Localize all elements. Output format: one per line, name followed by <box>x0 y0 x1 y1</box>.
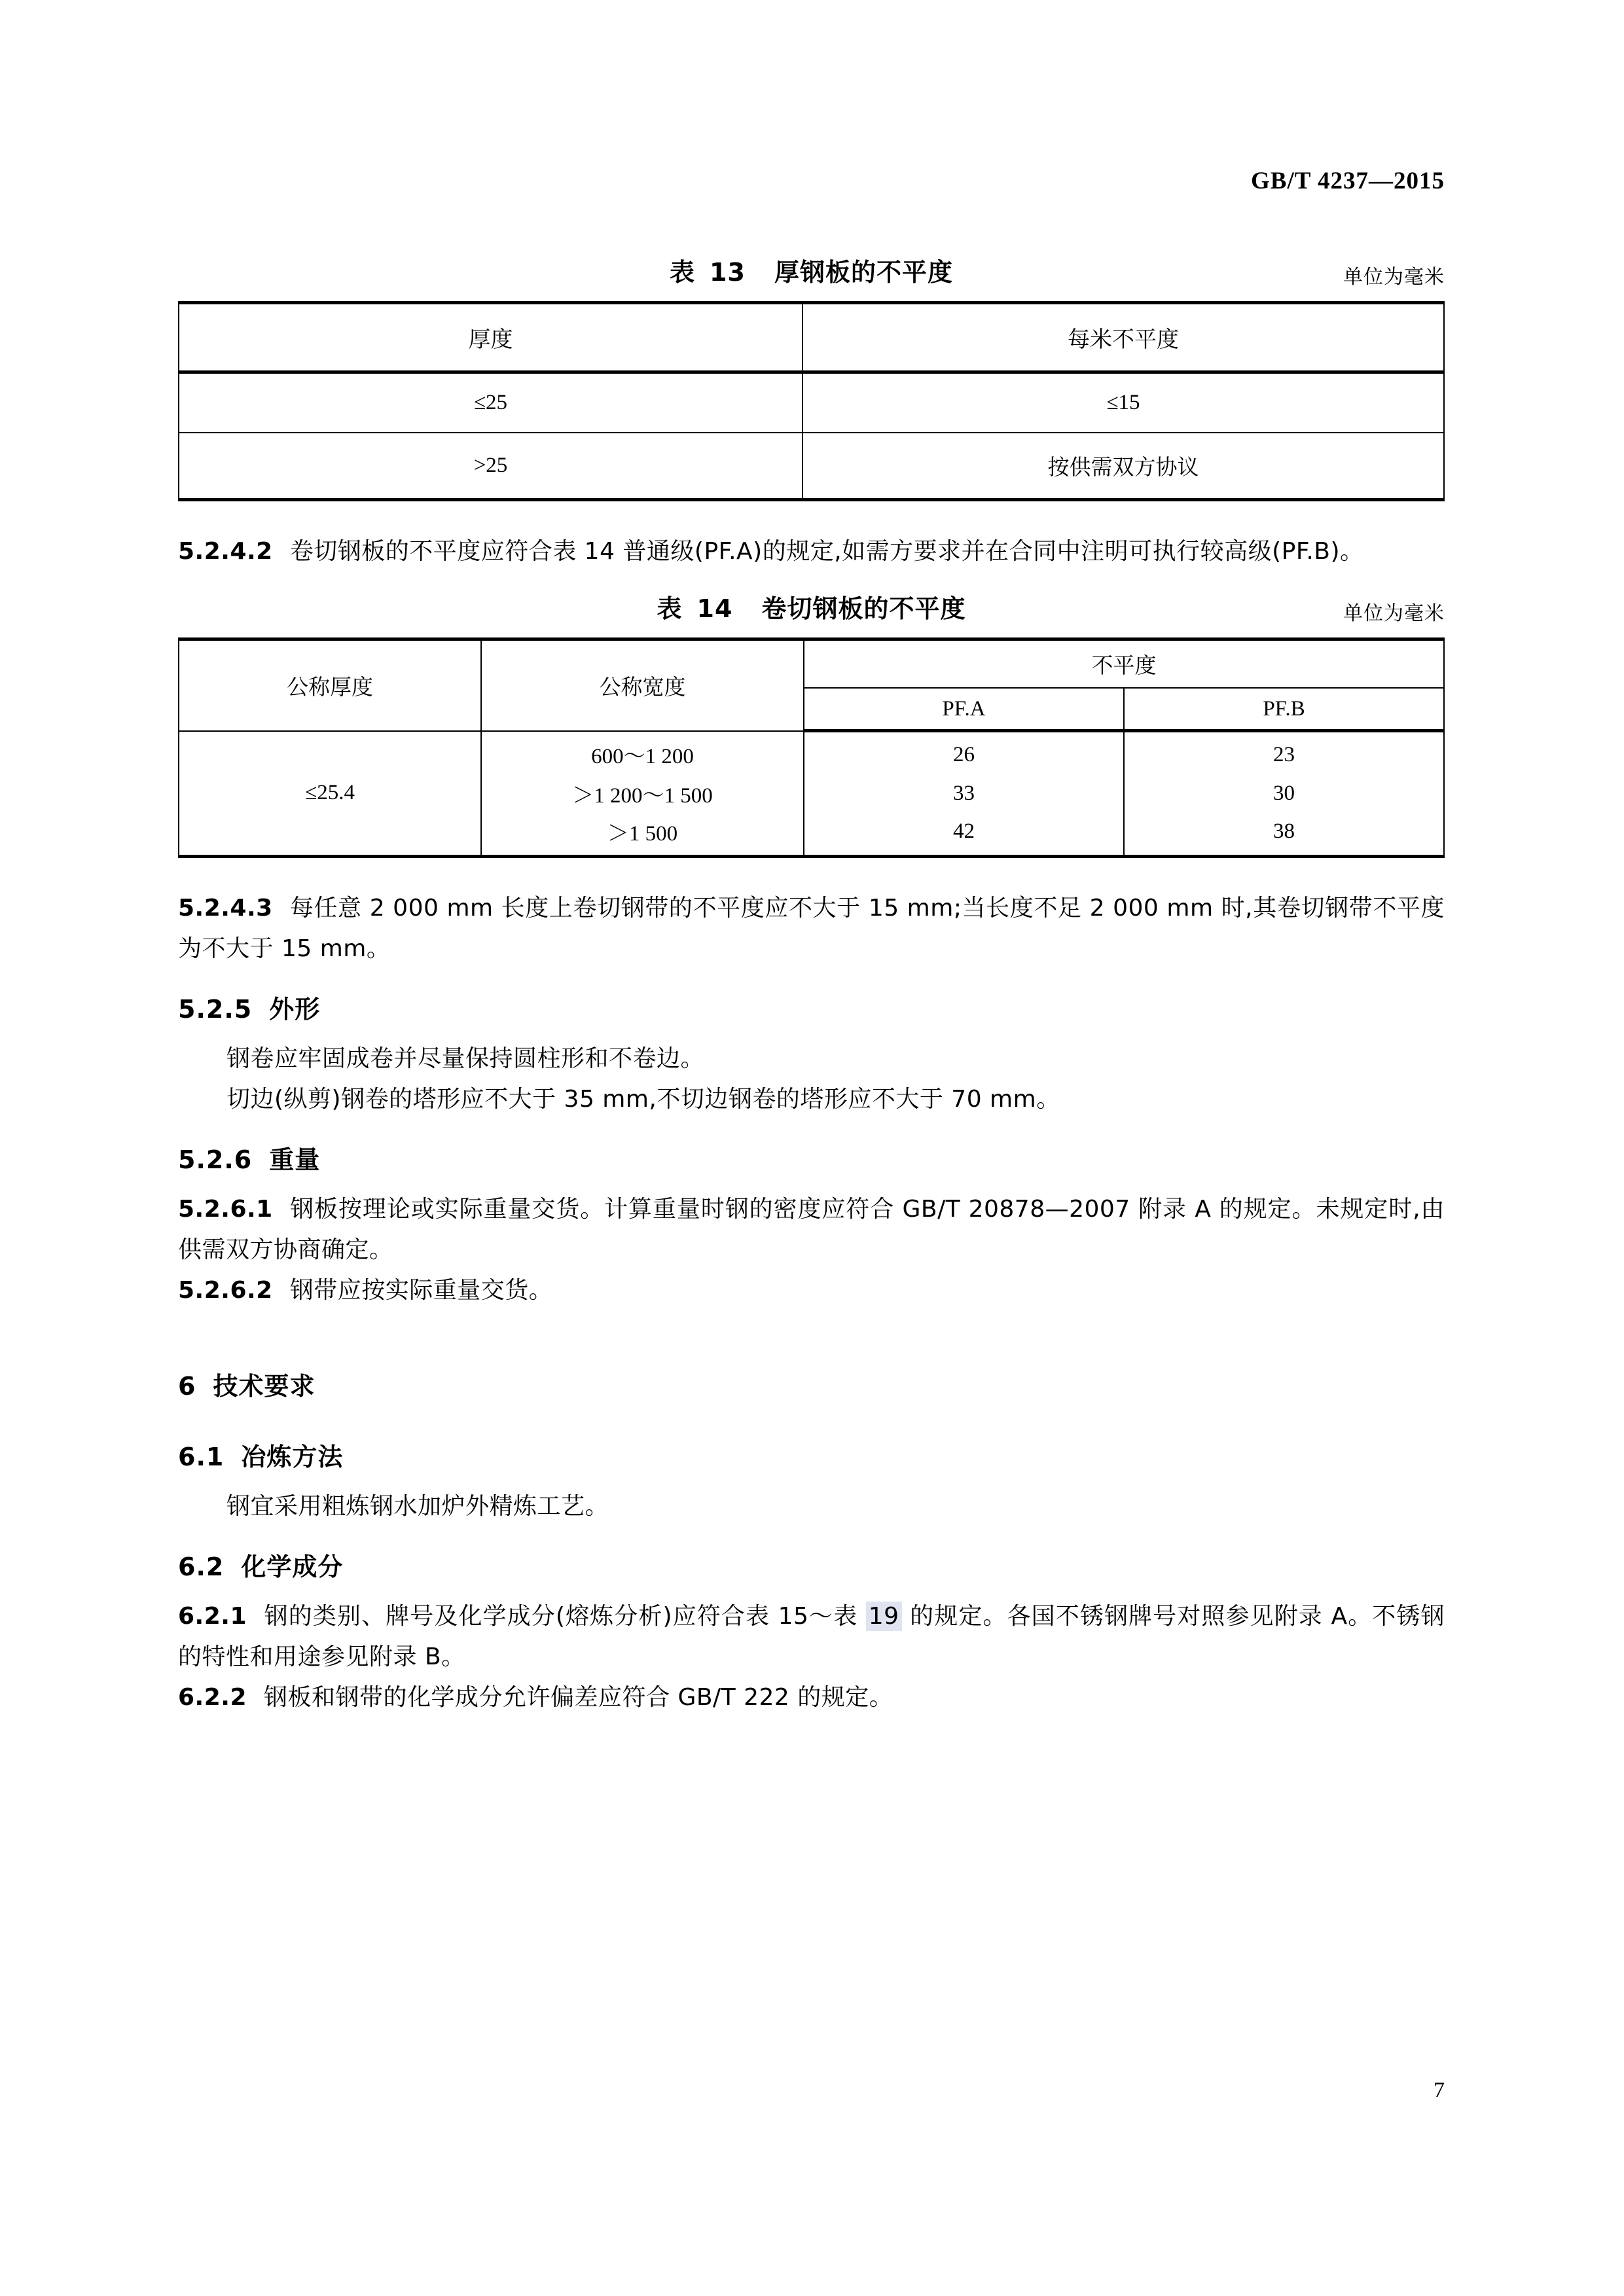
clause-5-2-5-para-2: 切边(纵剪)钢卷的塔形应不大于 35 mm,不切边钢卷的塔形应不大于 70 mm。 <box>226 1086 1060 1113</box>
table14-caption-number: 14 <box>696 594 733 623</box>
table13 <box>178 301 1445 501</box>
table14-cell-width-1: 600～1 200 <box>481 731 804 774</box>
heading-5-2-6-number: 5.2.6 <box>178 1145 253 1174</box>
table14-unit-note: 单位为毫米 <box>1343 602 1445 625</box>
heading-6-2 <box>178 1547 1445 1587</box>
heading-6-1-number: 6.1 <box>178 1443 225 1471</box>
table13-cell-flatness-2: 按供需双方协议 <box>803 433 1444 500</box>
heading-6-1-title: 冶炼方法 <box>241 1443 344 1471</box>
table14-cell-pfb-1: 23 <box>1124 731 1444 774</box>
table13-cell-thickness-2: >25 <box>179 433 803 500</box>
heading-6-2-title: 化学成分 <box>241 1552 344 1581</box>
table13-cell-thickness-1: ≤25 <box>179 372 803 433</box>
table13-unit-note: 单位为毫米 <box>1343 266 1445 289</box>
table14-header-flatness-group: 不平度 <box>804 639 1444 689</box>
clause-5-2-4-3-number: 5.2.4.3 <box>178 895 273 922</box>
table14-header-nominal-width: 公称宽度 <box>481 639 804 731</box>
clause-6-1-para-1: 钢宜采用粗炼钢水加炉外精炼工艺。 <box>226 1493 609 1520</box>
clause-5-2-4-3 <box>178 888 1445 969</box>
table14-cell-pfb-2: 30 <box>1124 773 1444 814</box>
table14-caption-title: 卷切钢板的不平度 <box>761 594 966 623</box>
heading-5-2-5-number: 5.2.5 <box>178 995 253 1024</box>
clause-5-2-6-2 <box>178 1270 1445 1311</box>
table14-header-pfa: PF.A <box>804 688 1124 731</box>
clause-6-2-1 <box>178 1596 1445 1677</box>
table-row <box>179 731 1444 774</box>
clause-5-2-6-1-text: 钢板按理论或实际重量交货。计算重量时钢的密度应符合 GB/T 20878—2007 附录 A 的规定。未规定时,由供需双方协商确定。 <box>178 1196 1445 1263</box>
clause-5-2-6-1-number: 5.2.6.1 <box>178 1196 273 1223</box>
table14-header-nominal-thickness: 公称厚度 <box>179 639 481 731</box>
clause-5-2-6-2-number: 5.2.6.2 <box>178 1277 273 1304</box>
heading-5-2-5-title: 外形 <box>269 995 321 1024</box>
table13-header-row <box>179 303 1444 372</box>
clause-6-2-1-text-a: 钢的类别、牌号及化学成分(熔炼分析)应符合表 15～表 <box>264 1603 866 1630</box>
heading-5-2-5 <box>178 989 1445 1030</box>
page-number: 7 <box>1434 2078 1445 2102</box>
table14-cell-thickness: ≤25.4 <box>179 731 481 857</box>
heading-6 <box>178 1366 1445 1407</box>
running-header-standard-number: GB/T 4237—2015 <box>1251 168 1445 194</box>
table13-caption-row <box>178 255 1445 301</box>
table13-caption <box>178 255 1445 289</box>
table-row <box>179 433 1444 500</box>
clause-5-2-4-2-number: 5.2.4.2 <box>178 538 273 565</box>
table14-cell-pfb-3: 38 <box>1124 814 1444 857</box>
table14-header-row-top <box>179 639 1444 689</box>
table13-header-flatness: 每米不平度 <box>803 303 1444 372</box>
clause-6-2-2 <box>178 1677 1445 1718</box>
table13-cell-flatness-1: ≤15 <box>803 372 1444 433</box>
table14-cell-pfa-2: 33 <box>804 773 1124 814</box>
table14-cell-pfa-3: 42 <box>804 814 1124 857</box>
table14-header-pfb: PF.B <box>1124 688 1444 731</box>
heading-5-2-6-title: 重量 <box>269 1145 321 1174</box>
table14-caption-label: 表 <box>657 594 683 623</box>
clause-5-2-4-2 <box>178 531 1445 572</box>
table-row <box>179 372 1444 433</box>
heading-6-1 <box>178 1437 1445 1477</box>
highlighted-table-reference[interactable]: 19 <box>866 1602 902 1631</box>
clause-5-2-6-2-text: 钢带应按实际重量交货。 <box>289 1277 553 1304</box>
table13-caption-title: 厚钢板的不平度 <box>774 258 953 287</box>
table14-cell-pfa-1: 26 <box>804 731 1124 774</box>
table14 <box>178 637 1445 858</box>
table13-header-thickness: 厚度 <box>179 303 803 372</box>
heading-5-2-6 <box>178 1139 1445 1180</box>
clause-5-2-6-1 <box>178 1189 1445 1270</box>
clause-6-2-1-text-b: 的规定。各国不锈钢牌号对照参见附录 A。不锈钢的特性和用途参见附录 B。 <box>178 1603 1445 1670</box>
clause-6-2-1-number: 6.2.1 <box>178 1603 247 1630</box>
heading-6-number: 6 <box>178 1372 196 1401</box>
clause-5-2-4-3-text: 每任意 2 000 mm 长度上卷切钢带的不平度应不大于 15 mm;当长度不足 2 000 mm 时,其卷切钢带不平度为不大于 15 mm。 <box>178 895 1445 962</box>
table13-caption-number: 13 <box>710 258 746 287</box>
page-content <box>178 255 1445 1718</box>
table14-cell-width-2: ＞1 200～1 500 <box>481 773 804 814</box>
table14-cell-width-3: ＞1 500 <box>481 814 804 857</box>
clause-5-2-4-2-text: 卷切钢板的不平度应符合表 14 普通级(PF.A)的规定,如需方要求并在合同中注明可执行较高级(PF.B)。 <box>289 538 1364 565</box>
heading-6-title: 技术要求 <box>213 1372 316 1401</box>
table14-caption-row <box>178 592 1445 637</box>
table14-caption <box>178 592 1445 626</box>
heading-6-2-number: 6.2 <box>178 1552 225 1581</box>
clause-6-2-2-text: 钢板和钢带的化学成分允许偏差应符合 GB/T 222 的规定。 <box>264 1684 893 1711</box>
table13-caption-label: 表 <box>670 258 696 287</box>
clause-5-2-5-para-1: 钢卷应牢固成卷并尽量保持圆柱形和不卷边。 <box>226 1045 705 1072</box>
clause-6-2-2-number: 6.2.2 <box>178 1684 247 1711</box>
